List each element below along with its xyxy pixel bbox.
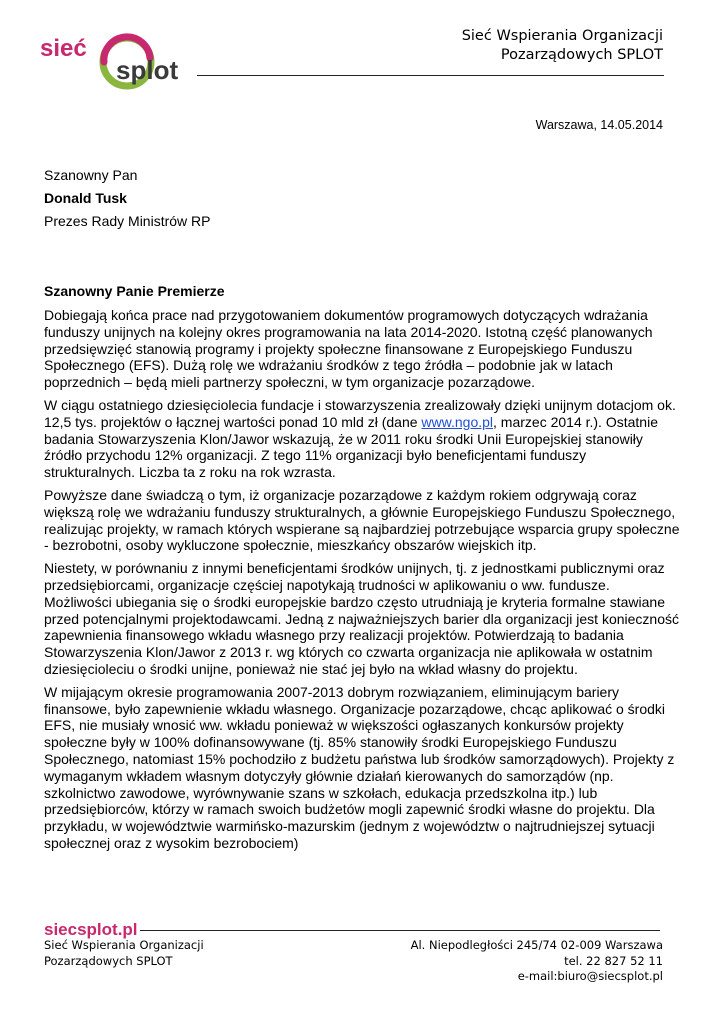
letter-salutation: Szanowny Panie Premierze [44, 283, 225, 299]
paragraph-2-end: , marzec 2014 r.). Ostatnie badania Stowarzyszenia Klon/Jawor wskazują, że w 2011 roku środki Unii Europejskiej stanowiły źródło przychodu 12% organizacji. Z tego 11% organizacji było beneficjentami funduszy strukturalnych. Liczba ta z roku na rok wzrasta. [44, 413, 658, 481]
letter-date: Warszawa, 14.05.2014 [535, 118, 663, 132]
footer-contact [411, 938, 663, 985]
paragraph-3: Powyższe dane świadczą o tym, iż organizacje pozarządowe z każdym rokiem odgrywają coraz większą rolę we wdrażaniu funduszy strukturalnych, a głównie Europejskiego Funduszu Społecznego, realizując projekty, w ramach których wspierane są najbardziej potrzebujące wsparcia grupy społeczne - bezrobotni, osoby wykluczone społecznie, mieszkańcy obszarów wiejskich itp. [44, 486, 680, 554]
footer-org-line-2: Pozarządowych SPLOT [44, 953, 173, 968]
recipient-greeting: Szanowny Pan [44, 167, 138, 183]
footer-phone: tel. 22 827 52 11 [564, 953, 663, 968]
recipient-title: Prezes Rady Ministrów RP [44, 213, 211, 229]
org-name-header [462, 27, 663, 65]
splot-logo [40, 22, 200, 92]
ngo-link[interactable]: www.ngo.pl [421, 413, 494, 430]
org-name-line-2: Pozarządowych SPLOT [500, 47, 663, 63]
recipient-name: Donald Tusk [44, 190, 127, 206]
footer-brand: siecsplot.pl [44, 920, 138, 939]
logo-word-splot: splot [116, 55, 179, 85]
footer-divider [140, 930, 660, 931]
paragraph-2-start: W ciągu ostatniego dziesięciolecia fundacje i stowarzyszenia zrealizowały dzięki unijnym dotacjom ok. 12,5 tys. projektów o łącznej wartości ponad 10 mld zł (dane [44, 396, 676, 430]
footer-email: e-mail:biuro@siecsplot.pl [517, 969, 663, 983]
letter-body [44, 307, 680, 858]
logo-word-siec: sieć [40, 35, 87, 62]
footer-org-name [44, 938, 204, 969]
paragraph-4: Niestety, w porównaniu z innymi beneficjentami środków unijnych, tj. z jednostkami publicznymi oraz przedsiębiorcami, organizacje częściej napotykają trudności w aplikowaniu o ww. fundusze. Możliwości ubiegania się o środki europejskie bardzo często utrudniają je kryteria formalne stawiane przed potencjalnymi projektodawcami. Jedną z najważniejszych barier dla organizacji jest konieczność zapewnienia finansowego wkładu własnego przy realizacji projektów. Potwierdzają to badania Stowarzyszenia Klon/Jawor z 2013 r. wg których co czwarta organizacja nie aplikowała w ostatnim dziesięcioleciu o środki unijne, ponieważ nie stać jej było na wkład własny do projektu. [44, 560, 679, 677]
org-name-line-1: Sieć Wspierania Organizacji [461, 28, 663, 44]
footer-org-line-1: Sieć Wspierania Organizacji [44, 938, 204, 952]
paragraph-1: Dobiegają końca prace nad przygotowaniem dokumentów programowych dotyczących wdrażania funduszy unijnych na kolejny okres programowania na lata 2014-2020. Istotną część planowanych przedsięwzięć stanowią programy i projekty społeczne finansowane z Europejskiego Funduszu Społecznego (EFS). Dużą rolę we wdrażaniu środków z tego źródła – podobnie jak w latach poprzednich – będą mieli partnerzy społeczni, w tym organizacje pozarządowe. [44, 307, 653, 391]
footer-address: Al. Niepodległości 245/74 02-009 Warszawa [410, 938, 663, 952]
header-divider [197, 75, 664, 76]
paragraph-5: W mijającym okresie programowania 2007-2013 dobrym rozwiązaniem, eliminującym bariery finansowe, było zapewnienie wkładu własnego. Organizacje pozarządowe, chcąc aplikować o środki EFS, nie musiały wnosić ww. wkładu ponieważ w większości ogłaszanych konkursów projekty społeczne były w 100% dofinansowywane (tj. 85% stanowiły środki Europejskiego Funduszu Społecznego, natomiast 15% pochodziło z budżetu państwa lub środków samorządowych). Projekty z wymaganym wkładem własnym dotyczyły głównie działań kierowanych do samorządów (np. szkolnictwo zawodowe, wyrównywanie szans w szkołach, edukacja przedszkolna itp.) lub przedsiębiorców, którzy w ramach swoich budżetów mogli zapewnić środki własne do projektu. Dla przykładu, w województwie warmińsko-mazurskim (jednym z województw o najtrudniejszej sytuacji społecznej oraz z wysokim bezrobociem) [44, 683, 675, 851]
recipient-block [44, 164, 211, 233]
paragraph-2 [44, 397, 680, 481]
